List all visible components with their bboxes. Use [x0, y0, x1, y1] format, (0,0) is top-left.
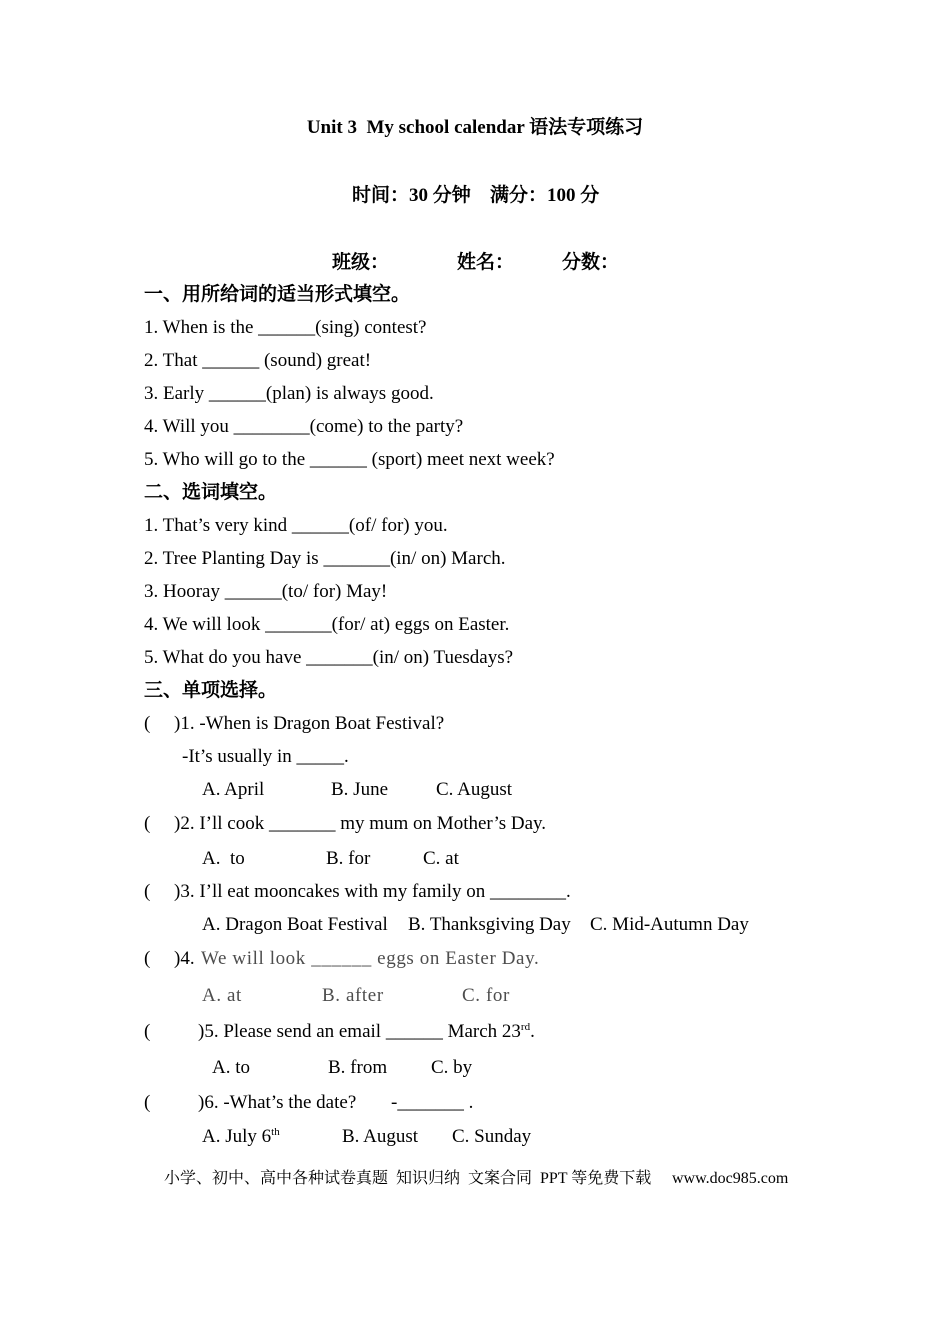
section-1-item: 5. Who will go to the ______ (sport) meet next week? [144, 449, 555, 470]
question-4-option-b: B. after [322, 985, 384, 1006]
question-2-number: )2. [174, 813, 195, 834]
section-1-item: 4. Will you ________(come) to the party? [144, 416, 464, 437]
question-6-option-a [202, 1127, 280, 1147]
question-3-open-paren: ( [144, 881, 151, 902]
worksheet-title: Unit 3 My school calendar 语法专项练习 [306, 117, 644, 138]
question-5-number: )5. [198, 1021, 219, 1042]
footer-url: www.doc985.com [672, 1170, 789, 1187]
question-1-option-a: A. April [202, 779, 265, 800]
question-5-line [198, 1022, 535, 1042]
question-4-number: )4. [174, 948, 195, 969]
question-6-line [198, 1093, 356, 1113]
question-6-open-paren: ( [144, 1092, 151, 1113]
section-1-item: 3. Early ______(plan) is always good. [144, 383, 434, 404]
question-6-option-a-suffix: th [271, 1126, 280, 1138]
question-1-number: )1. [174, 713, 195, 734]
question-3-option-c: C. Mid-Autumn Day [590, 914, 749, 935]
question-2-option-c: C. at [423, 848, 459, 869]
section-3-heading: 三、单项选择。 [144, 680, 278, 701]
question-3-stem: I’ll eat mooncakes with my family on ________. [194, 881, 571, 902]
question-2-option-b: B. for [326, 848, 371, 869]
question-4-option-a: A. at [202, 985, 242, 1006]
question-5-stem-tail: . [530, 1021, 535, 1042]
footer-text: 小学、初中、高中各种试卷真题 知识归纳 文案合同 PPT 等免费下载 [164, 1170, 652, 1187]
question-6-option-b: B. August [342, 1126, 419, 1147]
question-4-stem: We will look ______ eggs on Easter Day. [201, 948, 540, 969]
time-limit: 时间：30 分钟 [352, 185, 471, 206]
full-score: 满分：100 分 [490, 185, 600, 206]
question-5-option-a: A. to [212, 1057, 250, 1078]
question-6-number: )6. [198, 1092, 219, 1113]
section-1-item: 1. When is the ______(sing) contest? [144, 317, 427, 338]
class-label: 班级： [332, 252, 390, 273]
question-1-line [174, 714, 444, 734]
section-2-heading: 二、选词填空。 [144, 482, 278, 503]
question-2-option-a: A. to [202, 848, 245, 869]
question-6-answer: -_______ . [391, 1092, 474, 1113]
question-1-stem: -When is Dragon Boat Festival? [194, 713, 445, 734]
section-2-item: 1. That’s very kind ______(of/ for) you. [144, 515, 448, 536]
section-2-item: 3. Hooray ______(to/ for) May! [144, 581, 388, 602]
question-5-option-c: C. by [431, 1057, 473, 1078]
question-1-option-c: C. August [436, 779, 513, 800]
question-5-open-paren: ( [144, 1021, 151, 1042]
question-4-option-c: C. for [462, 985, 510, 1006]
question-3-option-b: B. Thanksgiving Day [408, 914, 571, 935]
question-1-reply: -It’s usually in _____. [182, 746, 349, 767]
question-3-number: )3. [174, 881, 195, 902]
question-2-line [174, 814, 546, 834]
question-1-open-paren: ( [144, 713, 151, 734]
question-2-open-paren: ( [144, 813, 151, 834]
question-3-line [174, 882, 571, 902]
question-6-option-c: C. Sunday [452, 1126, 532, 1147]
question-5-ordinal-suffix: rd [520, 1021, 531, 1033]
question-6-option-a-text: A. July 6 [202, 1126, 272, 1147]
question-2-stem: I’ll cook _______ my mum on Mother’s Day. [194, 813, 547, 834]
section-1-heading: 一、用所给词的适当形式填空。 [144, 284, 411, 305]
section-2-item: 2. Tree Planting Day is _______(in/ on) March. [144, 548, 506, 569]
question-4-open-paren: ( [144, 948, 151, 969]
question-1-option-b: B. June [331, 779, 388, 800]
section-2-item: 4. We will look _______(for/ at) eggs on Easter. [144, 614, 510, 635]
section-2-item: 5. What do you have _______(in/ on) Tuesdays? [144, 647, 514, 668]
question-6-stem: -What’s the date? [218, 1092, 357, 1113]
question-5-stem: Please send an email ______ March 23 [218, 1021, 521, 1042]
question-5-option-b: B. from [328, 1057, 388, 1078]
score-label: 分数： [562, 252, 620, 273]
question-3-option-a: A. Dragon Boat Festival [202, 914, 388, 935]
section-1-item: 2. That ______ (sound) great! [144, 350, 372, 371]
name-label: 姓名： [457, 252, 515, 273]
